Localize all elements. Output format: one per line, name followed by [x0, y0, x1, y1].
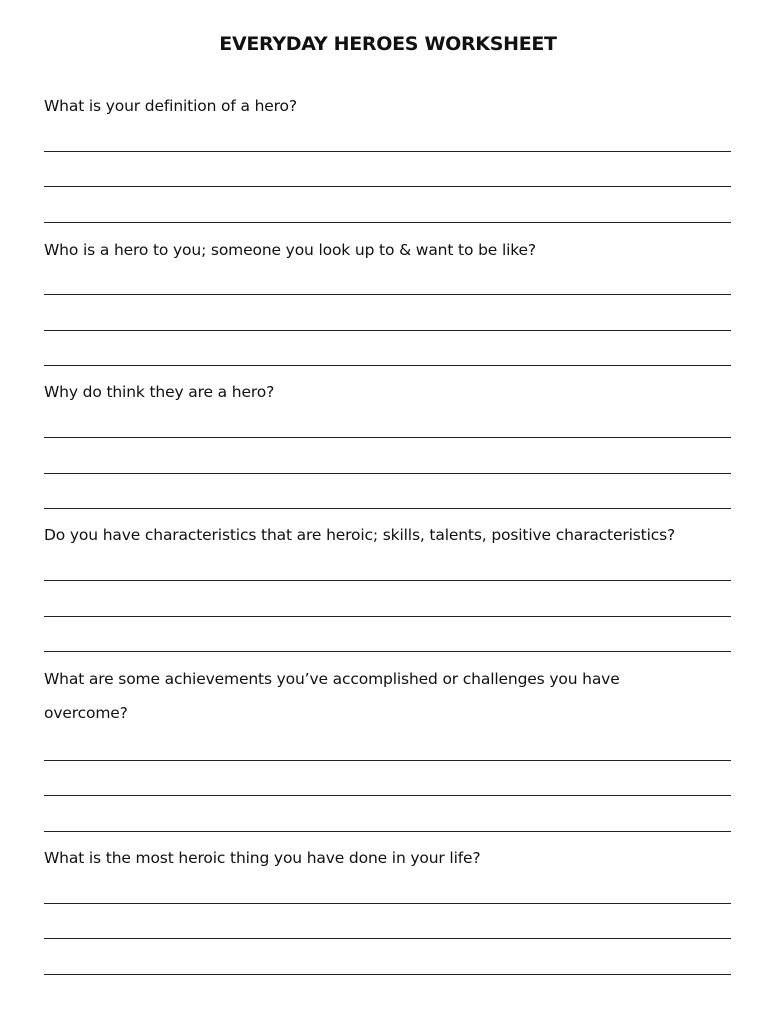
answer-line-q6-1[interactable]	[44, 903, 731, 904]
question-5: What are some achievements you’ve accomplished or challenges you have overcome?	[44, 670, 620, 722]
answer-line-q6-3[interactable]	[44, 974, 731, 975]
answer-line-q2-1[interactable]	[44, 294, 731, 295]
answer-line-q5-2[interactable]	[44, 795, 731, 796]
question-3: Why do think they are a hero?	[44, 383, 275, 401]
answer-line-q1-2[interactable]	[44, 186, 731, 187]
question-6: What is the most heroic thing you have done in your life?	[44, 849, 481, 867]
answer-line-q2-2[interactable]	[44, 330, 731, 331]
answer-line-q1-1[interactable]	[44, 151, 731, 152]
answer-line-q2-3[interactable]	[44, 365, 731, 366]
question-4: Do you have characteristics that are heroic; skills, talents, positive characteristics?	[44, 526, 676, 544]
answer-line-q5-3[interactable]	[44, 831, 731, 832]
question-1: What is your definition of a hero?	[44, 97, 297, 115]
answer-line-q3-3[interactable]	[44, 508, 731, 509]
question-2: Who is a hero to you; someone you look up to & want to be like?	[44, 241, 536, 259]
answer-line-q4-3[interactable]	[44, 651, 731, 652]
answer-line-q4-2[interactable]	[44, 616, 731, 617]
answer-line-q6-2[interactable]	[44, 938, 731, 939]
answer-line-q5-1[interactable]	[44, 760, 731, 761]
worksheet-title: EVERYDAY HEROES WORKSHEET	[219, 33, 557, 55]
answer-line-q3-2[interactable]	[44, 473, 731, 474]
answer-line-q4-1[interactable]	[44, 580, 731, 581]
answer-line-q1-3[interactable]	[44, 222, 731, 223]
answer-line-q3-1[interactable]	[44, 437, 731, 438]
